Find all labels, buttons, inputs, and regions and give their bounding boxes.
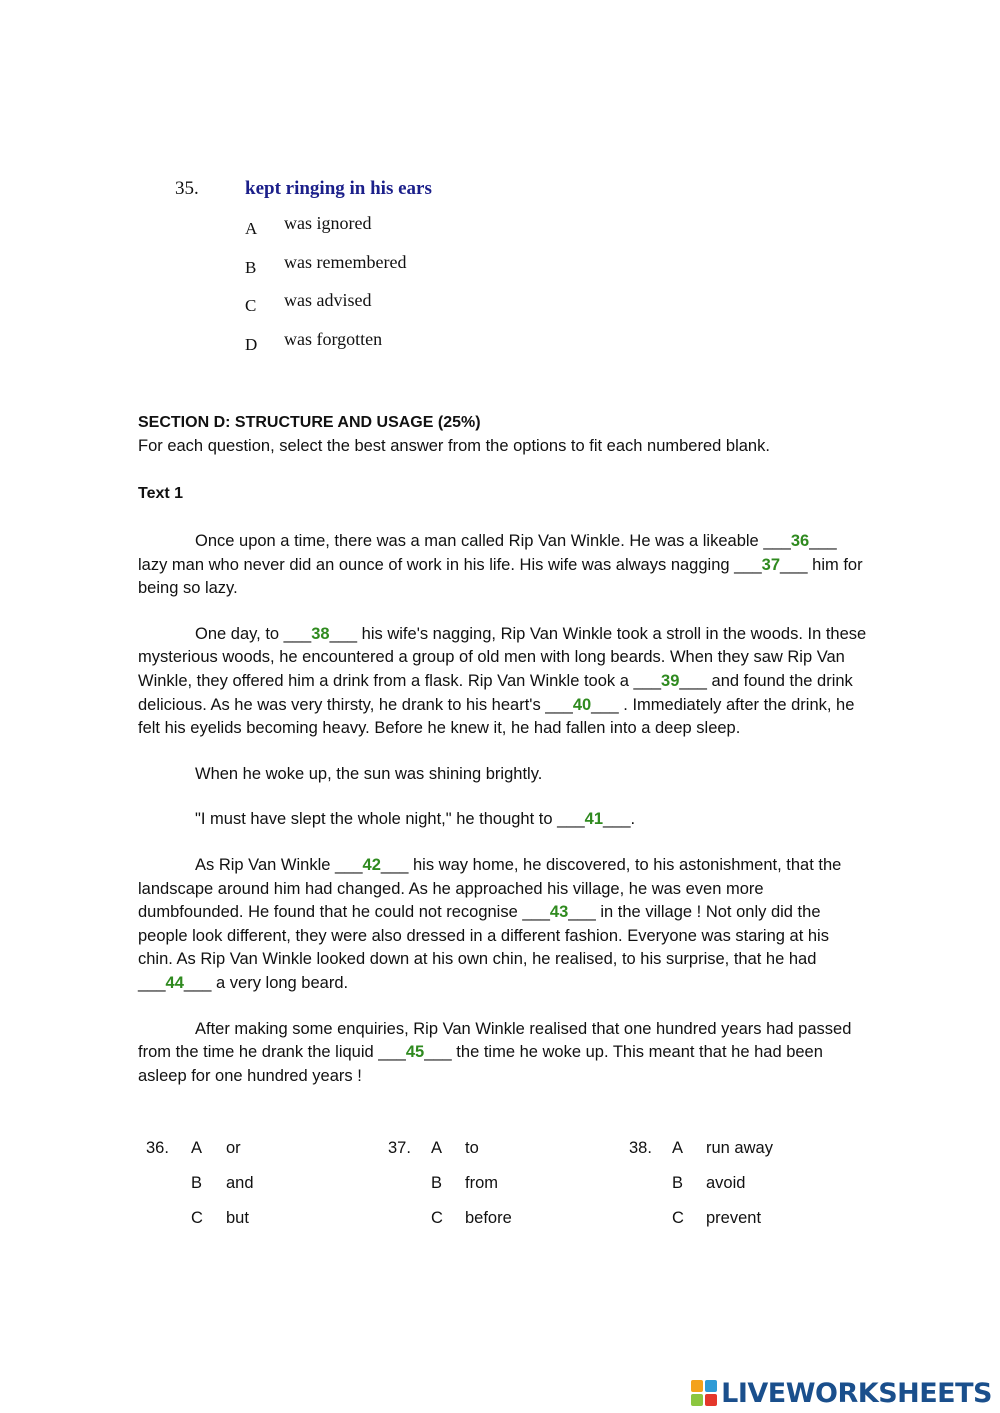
option-letter-d: D (245, 335, 258, 354)
paragraph-2 (138, 623, 868, 741)
blank-44[interactable]: ___44___ (138, 973, 212, 992)
question-number: 35. (175, 178, 199, 199)
option-text-d[interactable]: was forgotten (284, 329, 383, 349)
q37-option-a-letter: A (431, 1139, 443, 1157)
paragraph-6 (138, 1018, 868, 1089)
paragraph-1 (138, 530, 868, 601)
logo-mark-icon (691, 1380, 717, 1406)
blank-39[interactable]: ___39___ (633, 671, 707, 690)
blank-38[interactable]: ___38___ (283, 624, 358, 643)
q37-option-b[interactable]: from (465, 1174, 498, 1192)
text-segment: . (630, 810, 636, 829)
text-segment: After making some enquiries, Rip Van Winkle realised that one hundred years had passed from the time he drank the liquid (138, 1019, 852, 1062)
q36-option-c[interactable]: but (226, 1209, 249, 1227)
liveworksheets-logo (691, 1376, 992, 1410)
q36-option-b[interactable]: and (226, 1174, 254, 1192)
q38-option-c[interactable]: prevent (706, 1209, 762, 1227)
blank-43[interactable]: ___43___ (522, 903, 596, 922)
question-36-number: 36. (146, 1139, 169, 1157)
q36-option-a[interactable]: or (226, 1139, 241, 1157)
text-segment: his way home, he discovered, to his astonishment, that the landscape around him had changed. As he approached his village, he was even more dumbfounded. He found that he could not recognise (138, 855, 842, 922)
blank-37[interactable]: ___37___ (734, 555, 808, 574)
option-letter-b: B (245, 258, 257, 277)
q37-option-c[interactable]: before (465, 1209, 512, 1227)
text-segment: his wife's nagging, Rip Van Winkle took a stroll in the woods. In these mysterious woods, he encountered a group of old men with long beards. When they saw Rip Van Winkle, they offered him a drink from a flask. Rip Van Winkle took a (138, 624, 867, 690)
q38-option-a[interactable]: run away (706, 1139, 773, 1157)
text-segment: the time he woke up. This meant that he had been asleep for one hundred years ! (138, 1043, 823, 1085)
logo-text: LIVEWORKSHEETS (721, 1377, 992, 1409)
question-38-number: 38. (629, 1139, 652, 1157)
section-title: SECTION D: STRUCTURE AND USAGE (25%) (138, 414, 481, 431)
q36-option-a-letter: A (191, 1139, 203, 1157)
blank-40[interactable]: ___40___ (545, 695, 619, 714)
option-text-c[interactable]: was advised (284, 290, 372, 310)
q37-option-c-letter: C (431, 1209, 443, 1227)
blank-42[interactable]: ___42___ (335, 855, 409, 874)
section-instruction: For each question, select the best answer from the options to fit each numbered blank. (138, 437, 770, 455)
text-segment: . Immediately after the drink, he felt his eyelids becoming heavy. Before he knew it, he had fallen into a deep sleep. (138, 695, 855, 738)
q36-option-c-letter: C (191, 1209, 203, 1227)
blank-45[interactable]: ___45___ (378, 1043, 452, 1062)
text-segment: lazy man who never did an ounce of work in his life. His wife was always nagging (138, 555, 735, 574)
q36-option-b-letter: B (191, 1174, 203, 1192)
option-letter-c: C (245, 296, 257, 315)
option-letter-a: A (245, 219, 258, 238)
paragraph-5 (138, 854, 868, 996)
option-text-b[interactable]: was remembered (284, 252, 407, 272)
option-text-a[interactable]: was ignored (284, 213, 372, 233)
q38-option-b[interactable]: avoid (706, 1174, 746, 1192)
text-segment: As Rip Van Winkle (195, 855, 335, 874)
q37-option-b-letter: B (431, 1174, 443, 1192)
text-title: Text 1 (138, 485, 184, 502)
q38-option-b-letter: B (672, 1174, 684, 1192)
text-segment: a very long beard. (211, 973, 349, 992)
q37-option-a[interactable]: to (465, 1139, 479, 1157)
text-segment: Once upon a time, there was a man called Rip Van Winkle. He was a likeable (195, 532, 764, 550)
passage (138, 530, 868, 1110)
question-37-number: 37. (388, 1139, 411, 1157)
text-segment: One day, to (195, 624, 284, 643)
blank-36[interactable]: ___36___ (763, 532, 837, 550)
text-segment: and found the drink delicious. As he was very thirsty, he drank to his heart's (138, 671, 853, 714)
question-stem: kept ringing in his ears (245, 178, 432, 199)
text-segment: "I must have slept the whole night," he thought to (195, 810, 558, 829)
q38-option-c-letter: C (672, 1209, 684, 1227)
text-segment: him for being so lazy. (138, 555, 863, 598)
text-segment: in the village ! Not only did the people look different, they were also dressed in a different fashion. Everyone was staring at his chin. As Rip Van Winkle looked down at his own chin, he realised, to his surprise, that he had (138, 903, 829, 969)
q38-option-a-letter: A (672, 1139, 684, 1157)
paragraph-4 (138, 808, 868, 832)
blank-41[interactable]: ___41___ (557, 810, 631, 829)
paragraph-3: When he woke up, the sun was shining brightly. (195, 764, 543, 783)
